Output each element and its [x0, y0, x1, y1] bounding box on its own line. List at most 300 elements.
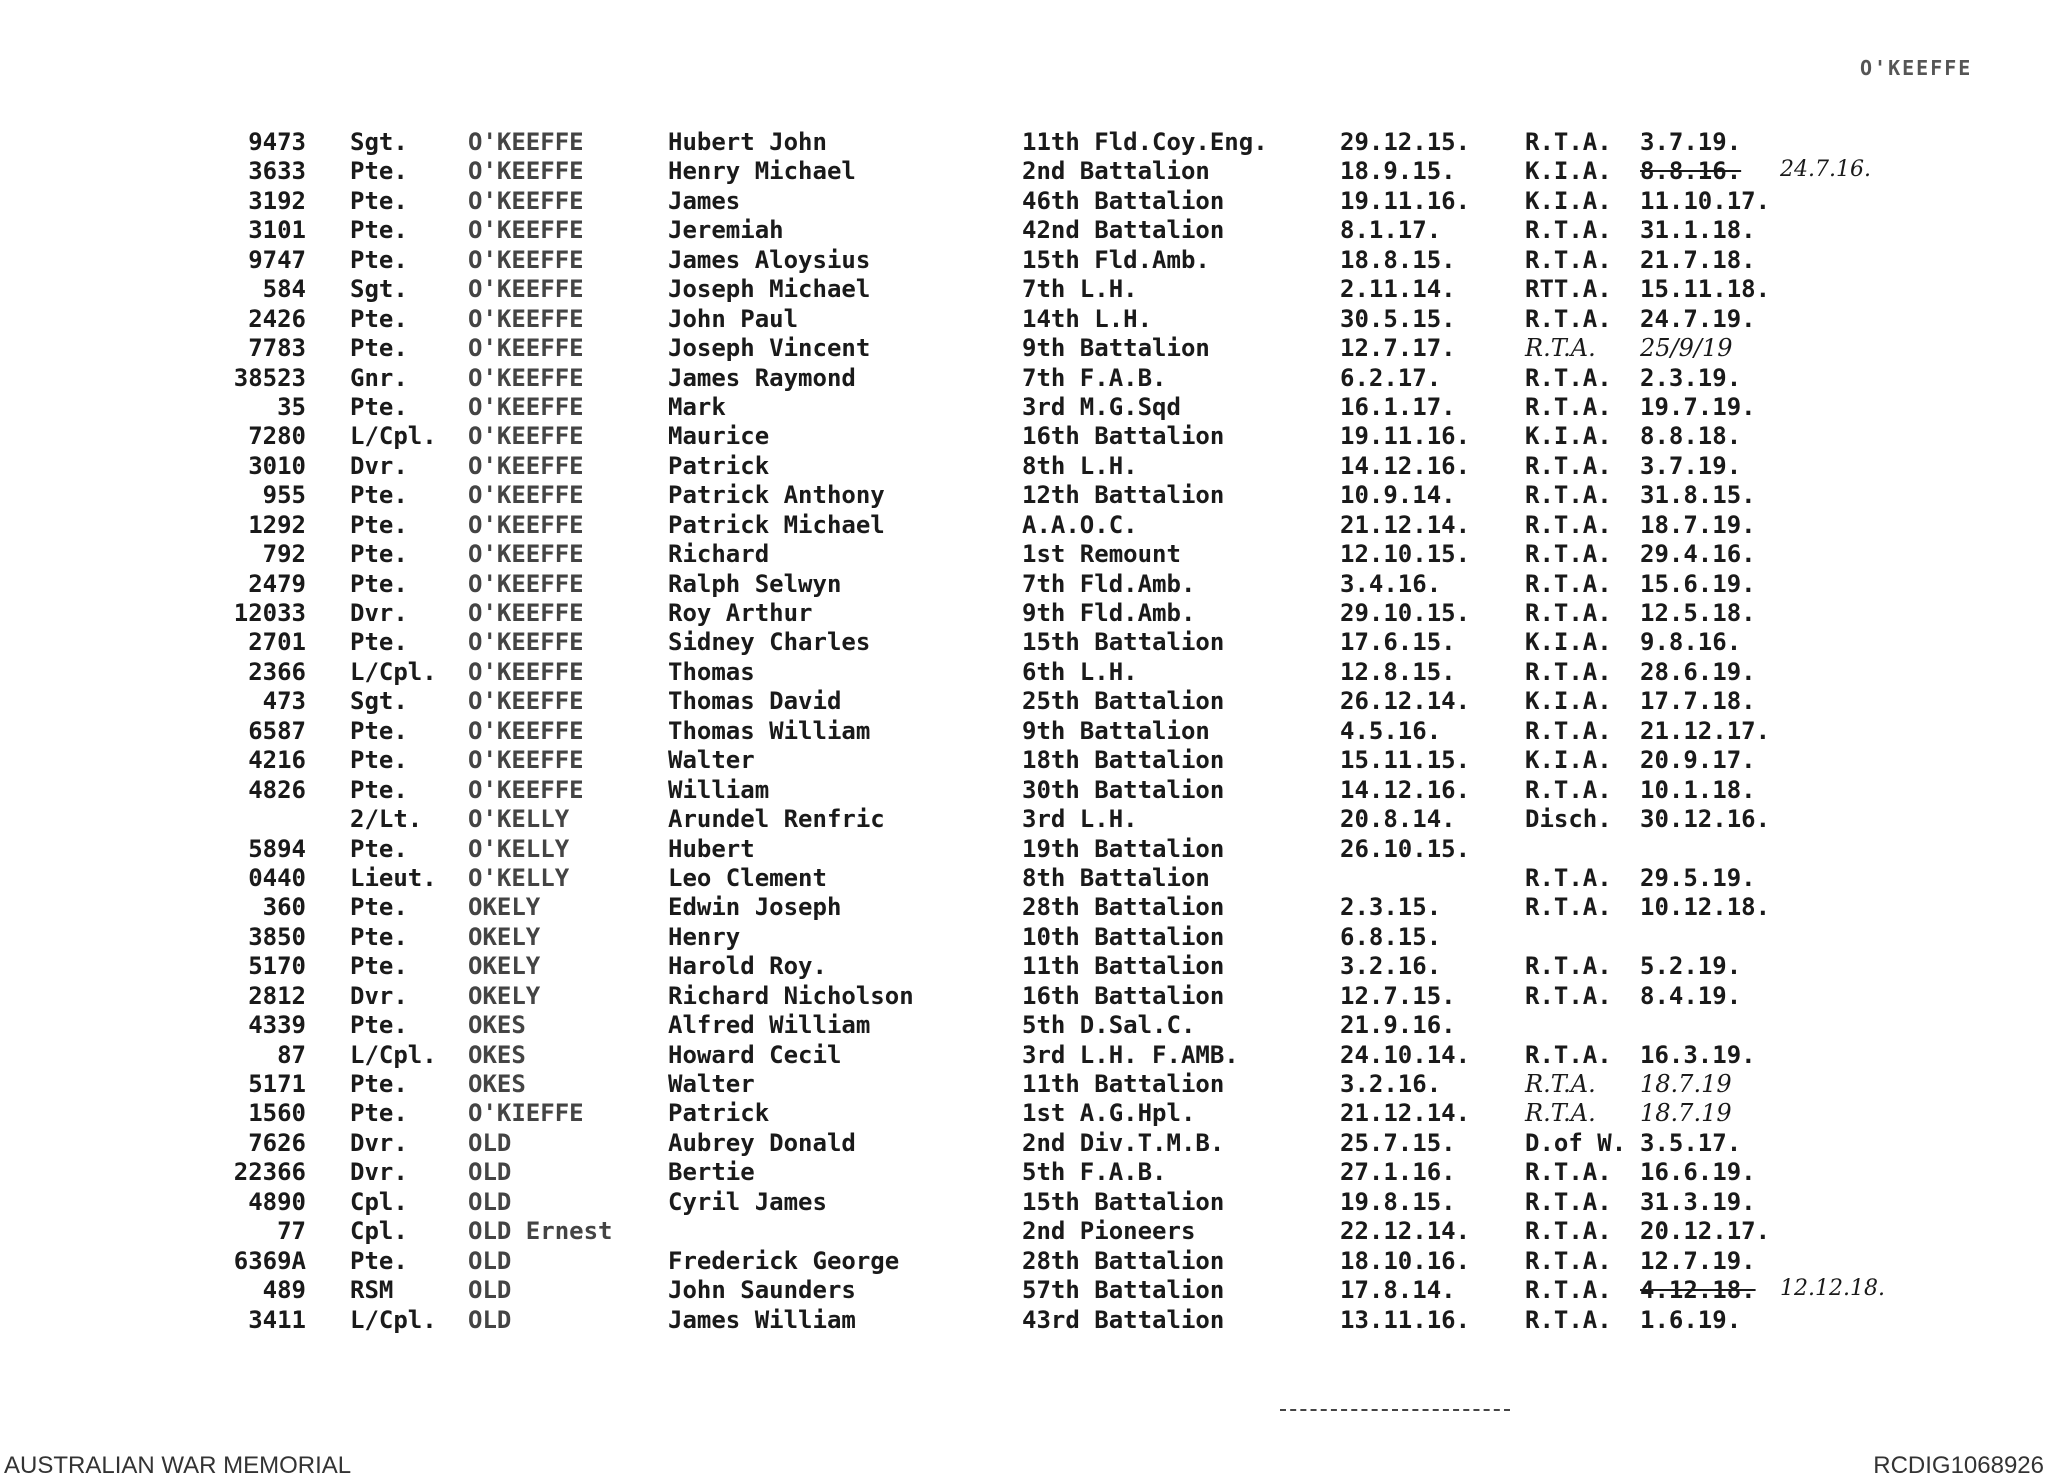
surname: OKES	[468, 1011, 526, 1040]
rank: Cpl.	[350, 1187, 408, 1216]
surname: OLD Ernest	[468, 1217, 613, 1246]
unit: 14th L.H.	[1022, 304, 1153, 333]
roll-row	[200, 1247, 1980, 1276]
rank: L/Cpl.	[350, 657, 437, 686]
fate-date: 3.7.19.	[1640, 128, 1742, 156]
roll-row	[200, 157, 1980, 186]
surname: O'KEEFFE	[468, 716, 584, 745]
divider-line	[1280, 1409, 1510, 1411]
roll-row	[200, 422, 1980, 451]
rank: Pte.	[350, 1011, 408, 1040]
fate: R.T.A.	[1525, 1305, 1612, 1334]
fate: R.T.A.	[1525, 128, 1612, 156]
surname: O'KEEFFE	[468, 245, 584, 274]
roll-row	[200, 246, 1980, 275]
unit: 57th Battalion	[1022, 1276, 1225, 1305]
service-number: 4890	[248, 1187, 306, 1216]
unit: 6th L.H.	[1022, 657, 1138, 686]
fate: R.T.A.	[1525, 540, 1612, 569]
enlistment-date: 21.12.14.	[1340, 510, 1471, 539]
enlistment-date: 10.9.14.	[1340, 481, 1456, 510]
rank: Dvr.	[350, 1128, 408, 1157]
fate-date: 17.7.18.	[1640, 687, 1756, 716]
fate-date: 16.3.19.	[1640, 1040, 1756, 1069]
unit: 7th Fld.Amb.	[1022, 569, 1196, 598]
fate-date: 28.6.19.	[1640, 657, 1756, 686]
enlistment-date: 12.10.15.	[1340, 540, 1471, 569]
given-names: Jeremiah	[668, 216, 784, 245]
service-number: 7626	[248, 1128, 306, 1157]
service-number: 7783	[248, 334, 306, 363]
surname: O'KEEFFE	[468, 186, 584, 215]
rank: Sgt.	[350, 275, 408, 304]
roll-row	[200, 923, 1980, 952]
enlistment-date: 16.1.17.	[1340, 392, 1456, 421]
unit: 46th Battalion	[1022, 186, 1225, 215]
unit: 3rd L.H.	[1022, 805, 1138, 834]
service-number: 5171	[248, 1070, 306, 1098]
surname: OLD	[468, 1276, 512, 1305]
unit: 28th Battalion	[1022, 1246, 1225, 1275]
surname: OLD	[468, 1187, 512, 1216]
fate: R.T.A.	[1525, 1276, 1612, 1305]
surname: O'KEEFFE	[468, 216, 584, 245]
nominal-roll	[200, 128, 1980, 1335]
service-number: 584	[262, 275, 306, 304]
surname: O'KELLY	[468, 805, 570, 834]
surname: O'KEEFFE	[468, 275, 584, 304]
fate-date: 31.1.18.	[1640, 216, 1756, 245]
fate: R.T.A.	[1525, 392, 1612, 421]
rank: Pte.	[350, 1070, 408, 1098]
service-number: 7280	[248, 422, 306, 451]
given-names: Sidney Charles	[668, 628, 871, 657]
service-number: 3850	[248, 922, 306, 951]
enlistment-date: 24.10.14.	[1340, 1040, 1471, 1069]
given-names: Walter	[668, 1070, 755, 1098]
fate-date: 8.4.19.	[1640, 981, 1742, 1010]
rank: Pte.	[350, 952, 408, 981]
surname: O'KEEFFE	[468, 392, 584, 421]
enlistment-date: 3.2.16.	[1340, 952, 1442, 981]
surname: O'KEEFFE	[468, 540, 584, 569]
roll-row	[200, 128, 1980, 157]
given-names: Thomas William	[668, 716, 871, 745]
fate-date: 29.5.19.	[1640, 863, 1756, 892]
rank: Cpl.	[350, 1217, 408, 1246]
enlistment-date: 21.9.16.	[1340, 1011, 1456, 1040]
enlistment-date: 19.8.15.	[1340, 1187, 1456, 1216]
fate: K.I.A.	[1525, 186, 1612, 215]
fate: R.T.A.	[1525, 893, 1612, 922]
surname: OLD	[468, 1246, 512, 1275]
enlistment-date: 13.11.16.	[1340, 1305, 1471, 1334]
service-number: 12033	[233, 599, 306, 627]
service-number: 22366	[233, 1158, 306, 1187]
surname: O'KEEFFE	[468, 157, 584, 186]
roll-row	[200, 864, 1980, 893]
service-number: 1292	[248, 510, 306, 539]
given-names: Ralph Selwyn	[668, 569, 842, 598]
given-names: John Paul	[668, 304, 799, 333]
roll-row	[200, 275, 1980, 304]
surname: OLD	[468, 1128, 512, 1157]
roll-row	[200, 1217, 1980, 1246]
service-number: 489	[262, 1276, 306, 1305]
enlistment-date: 17.8.14.	[1340, 1276, 1456, 1305]
fate-date: 12.7.19.	[1640, 1246, 1756, 1275]
fate-date: 1.6.19.	[1640, 1305, 1742, 1334]
service-number: 77	[277, 1217, 306, 1246]
surname: OKES	[468, 1070, 526, 1098]
roll-row	[200, 540, 1980, 569]
rank: Sgt.	[350, 128, 408, 156]
roll-row	[200, 452, 1980, 481]
enlistment-date: 8.1.17.	[1340, 216, 1442, 245]
service-number: 792	[262, 540, 306, 569]
fate: R.T.A.	[1525, 304, 1612, 333]
surname: O'KEEFFE	[468, 510, 584, 539]
unit: 16th Battalion	[1022, 981, 1225, 1010]
fate-date: 24.7.19.	[1640, 304, 1756, 333]
enlistment-date: 26.12.14.	[1340, 687, 1471, 716]
rank: Pte.	[350, 746, 408, 775]
rank: Pte.	[350, 628, 408, 657]
rank: Dvr.	[350, 981, 408, 1010]
unit: 7th F.A.B.	[1022, 363, 1167, 392]
fate: R.T.A.	[1525, 569, 1612, 598]
rank: Dvr.	[350, 599, 408, 627]
enlistment-date: 12.7.17.	[1340, 334, 1456, 363]
fate: R.T.A.	[1525, 775, 1612, 804]
fate-date: 31.3.19.	[1640, 1187, 1756, 1216]
roll-row	[200, 982, 1980, 1011]
fate-date: 16.6.19.	[1640, 1158, 1756, 1187]
unit: 11th Battalion	[1022, 952, 1225, 981]
rank: Pte.	[350, 157, 408, 186]
given-names: Cyril James	[668, 1187, 827, 1216]
roll-row	[200, 1188, 1980, 1217]
given-names: Patrick	[668, 1099, 770, 1128]
surname: O'KEEFFE	[468, 657, 584, 686]
rank: Pte.	[350, 569, 408, 598]
given-names: Patrick Anthony	[668, 481, 885, 510]
fate-date: 10.1.18.	[1640, 775, 1756, 804]
surname-tag: O'KEEFFE	[1860, 56, 1973, 80]
surname: O'KEEFFE	[468, 746, 584, 775]
rank: Pte.	[350, 834, 408, 863]
service-number: 2366	[248, 657, 306, 686]
footer-institution: AUSTRALIAN WAR MEMORIAL	[4, 1452, 352, 1479]
unit: 5th D.Sal.C.	[1022, 1011, 1196, 1040]
surname: O'KEEFFE	[468, 422, 584, 451]
enlistment-date: 29.10.15.	[1340, 599, 1471, 627]
surname: O'KEEFFE	[468, 628, 584, 657]
rank: Pte.	[350, 392, 408, 421]
rank: Pte.	[350, 304, 408, 333]
service-number: 2701	[248, 628, 306, 657]
unit: 10th Battalion	[1022, 922, 1225, 951]
roll-row	[200, 805, 1980, 834]
rank: Pte.	[350, 481, 408, 510]
service-number: 6587	[248, 716, 306, 745]
service-number: 955	[262, 481, 306, 510]
fate-date: 3.5.17.	[1640, 1128, 1742, 1157]
given-names: Richard	[668, 540, 770, 569]
service-number: 3192	[248, 186, 306, 215]
roll-row	[200, 1306, 1980, 1335]
given-names: James Raymond	[668, 363, 856, 392]
service-number: 2812	[248, 981, 306, 1010]
rank: Gnr.	[350, 363, 408, 392]
given-names: Thomas	[668, 657, 755, 686]
enlistment-date: 6.8.15.	[1340, 922, 1442, 951]
fate: R.T.A.	[1525, 716, 1612, 745]
unit: 2nd Pioneers	[1022, 1217, 1196, 1246]
unit: 1st A.G.Hpl.	[1022, 1099, 1196, 1128]
roll-row	[200, 687, 1980, 716]
service-number: 4826	[248, 775, 306, 804]
surname: OKES	[468, 1040, 526, 1069]
service-number: 3633	[248, 157, 306, 186]
roll-row	[200, 1276, 1980, 1305]
surname: OKELY	[468, 922, 541, 951]
unit: 25th Battalion	[1022, 687, 1225, 716]
rank: Pte.	[350, 334, 408, 363]
surname: O'KELLY	[468, 834, 570, 863]
unit: 28th Battalion	[1022, 893, 1225, 922]
given-names: Maurice	[668, 422, 770, 451]
given-names: Walter	[668, 746, 755, 775]
rank: Pte.	[350, 922, 408, 951]
roll-row	[200, 1070, 1980, 1099]
fate-date: 21.7.18.	[1640, 245, 1756, 274]
enlistment-date: 21.12.14.	[1340, 1099, 1471, 1128]
given-names: James	[668, 186, 741, 215]
fate-date: 25/9/19	[1640, 334, 1733, 363]
given-names: John Saunders	[668, 1276, 856, 1305]
fate-date: 3.7.19.	[1640, 451, 1742, 480]
rank: Pte.	[350, 510, 408, 539]
fate: R.T.A.	[1525, 1158, 1612, 1187]
fate-date: 21.12.17.	[1640, 716, 1771, 745]
service-number: 2426	[248, 304, 306, 333]
fate: D.of W.	[1525, 1128, 1627, 1157]
unit: 15th Battalion	[1022, 628, 1225, 657]
given-names: Thomas David	[668, 687, 842, 716]
service-number: 5894	[248, 834, 306, 863]
unit: 9th Battalion	[1022, 716, 1210, 745]
rank: Pte.	[350, 893, 408, 922]
fate: Disch.	[1525, 805, 1612, 834]
unit: 3rd M.G.Sqd	[1022, 392, 1181, 421]
rank: Sgt.	[350, 687, 408, 716]
given-names: Harold Roy.	[668, 952, 827, 981]
enlistment-date: 14.12.16.	[1340, 451, 1471, 480]
enlistment-date: 2.3.15.	[1340, 893, 1442, 922]
enlistment-date: 26.10.15.	[1340, 834, 1471, 863]
rank: Pte.	[350, 540, 408, 569]
surname: OLD	[468, 1158, 512, 1187]
service-number: 360	[262, 893, 306, 922]
enlistment-date: 18.8.15.	[1340, 245, 1456, 274]
unit: 8th L.H.	[1022, 451, 1138, 480]
unit: 15th Battalion	[1022, 1187, 1225, 1216]
rank: Pte.	[350, 216, 408, 245]
unit: 7th L.H.	[1022, 275, 1138, 304]
given-names: Bertie	[668, 1158, 755, 1187]
roll-row	[200, 746, 1980, 775]
surname: OKELY	[468, 893, 541, 922]
fate: R.T.A.	[1525, 216, 1612, 245]
unit: 11th Fld.Coy.Eng.	[1022, 128, 1268, 156]
given-names: Henry	[668, 922, 741, 951]
given-names: Aubrey Donald	[668, 1128, 856, 1157]
given-names: Alfred William	[668, 1011, 871, 1040]
given-names: Frederick George	[668, 1246, 900, 1275]
unit: 5th F.A.B.	[1022, 1158, 1167, 1187]
enlistment-date: 25.7.15.	[1340, 1128, 1456, 1157]
fate: K.I.A.	[1525, 687, 1612, 716]
unit: 2nd Div.T.M.B.	[1022, 1128, 1225, 1157]
given-names: Joseph Vincent	[668, 334, 871, 363]
roll-row	[200, 599, 1980, 628]
given-names: Leo Clement	[668, 863, 827, 892]
roll-row	[200, 1158, 1980, 1187]
roll-row	[200, 1011, 1980, 1040]
fate-date: 18.7.19.	[1640, 510, 1756, 539]
roll-row	[200, 835, 1980, 864]
roll-row	[200, 776, 1980, 805]
roll-row	[200, 334, 1980, 363]
unit: 30th Battalion	[1022, 775, 1225, 804]
service-number: 0440	[248, 863, 306, 892]
unit: 18th Battalion	[1022, 746, 1225, 775]
given-names: Hubert	[668, 834, 755, 863]
fate-date: 18.7.19	[1640, 1070, 1732, 1098]
unit: 12th Battalion	[1022, 481, 1225, 510]
fate-date: 20.9.17.	[1640, 746, 1756, 775]
enlistment-date: 17.6.15.	[1340, 628, 1456, 657]
fate: K.I.A.	[1525, 746, 1612, 775]
fate: R.T.A.	[1525, 657, 1612, 686]
unit: 9th Fld.Amb.	[1022, 599, 1196, 627]
surname: O'KEEFFE	[468, 304, 584, 333]
fate: R.T.A.	[1525, 952, 1612, 981]
fate: RTT.A.	[1525, 275, 1612, 304]
roll-row	[200, 305, 1980, 334]
rank: Pte.	[350, 775, 408, 804]
surname: OLD	[468, 1305, 512, 1334]
unit: 9th Battalion	[1022, 334, 1210, 363]
enlistment-date: 3.2.16.	[1340, 1070, 1442, 1098]
rank: RSM	[350, 1276, 394, 1305]
roll-row	[200, 187, 1980, 216]
fate: R.T.A.	[1525, 1246, 1612, 1275]
given-names: James William	[668, 1305, 856, 1334]
roll-row	[200, 1041, 1980, 1070]
fate: R.T.A.	[1525, 245, 1612, 274]
unit: A.A.O.C.	[1022, 510, 1138, 539]
fate-date: 29.4.16.	[1640, 540, 1756, 569]
fate: R.T.A.	[1525, 451, 1612, 480]
fate-date: 5.2.19.	[1640, 952, 1742, 981]
service-number: 5170	[248, 952, 306, 981]
given-names: William	[668, 775, 770, 804]
handwritten-note: 12.12.18.	[1780, 1276, 1885, 1302]
roll-row	[200, 1129, 1980, 1158]
fate-date: 9.8.16.	[1640, 628, 1742, 657]
unit: 43rd Battalion	[1022, 1305, 1225, 1334]
roll-row	[200, 216, 1980, 245]
fate-date: 18.7.19	[1640, 1099, 1732, 1128]
roll-row	[200, 628, 1980, 657]
rank: Lieut.	[350, 863, 437, 892]
given-names: Henry Michael	[668, 157, 856, 186]
service-number: 9473	[248, 128, 306, 156]
service-number: 9747	[248, 245, 306, 274]
enlistment-date: 20.8.14.	[1340, 805, 1456, 834]
rank: Pte.	[350, 1099, 408, 1128]
fate: R.T.A.	[1525, 599, 1612, 627]
roll-row	[200, 717, 1980, 746]
fate: R.T.A.	[1525, 510, 1612, 539]
fate: K.I.A.	[1525, 157, 1612, 186]
enlistment-date: 19.11.16.	[1340, 186, 1471, 215]
fate: R.T.A.	[1525, 363, 1612, 392]
rank: Dvr.	[350, 1158, 408, 1187]
enlistment-date: 19.11.16.	[1340, 422, 1471, 451]
enlistment-date: 27.1.16.	[1340, 1158, 1456, 1187]
surname: O'KEEFFE	[468, 334, 584, 363]
fate: K.I.A.	[1525, 422, 1612, 451]
service-number: 3411	[248, 1305, 306, 1334]
service-number: 3010	[248, 451, 306, 480]
unit: 15th Fld.Amb.	[1022, 245, 1210, 274]
surname: OKELY	[468, 952, 541, 981]
enlistment-date: 12.8.15.	[1340, 657, 1456, 686]
fate-date: 11.10.17.	[1640, 186, 1771, 215]
fate-date: 2.3.19.	[1640, 363, 1742, 392]
rank: Pte.	[350, 186, 408, 215]
given-names: Mark	[668, 392, 726, 421]
handwritten-note: 24.7.16.	[1780, 157, 1871, 183]
given-names: Howard Cecil	[668, 1040, 842, 1069]
roll-row	[200, 893, 1980, 922]
fate-date: 20.12.17.	[1640, 1217, 1771, 1246]
roll-row	[200, 952, 1980, 981]
rank: Dvr.	[350, 451, 408, 480]
surname: O'KELLY	[468, 863, 570, 892]
given-names: Patrick Michael	[668, 510, 885, 539]
roll-row	[200, 481, 1980, 510]
enlistment-date: 3.4.16.	[1340, 569, 1442, 598]
fate: R.T.A.	[1525, 863, 1612, 892]
fate: R.T.A.	[1525, 1217, 1612, 1246]
roll-row	[200, 658, 1980, 687]
enlistment-date: 14.12.16.	[1340, 775, 1471, 804]
fate-date: 30.12.16.	[1640, 805, 1771, 834]
surname: O'KEEFFE	[468, 481, 584, 510]
roll-row	[200, 1099, 1980, 1128]
fate: R.T.A.	[1525, 1040, 1612, 1069]
roll-row	[200, 511, 1980, 540]
roll-row	[200, 570, 1980, 599]
service-number: 4216	[248, 746, 306, 775]
service-number: 6369A	[233, 1246, 306, 1275]
fate: R.T.A.	[1525, 981, 1612, 1010]
rank: 2/Lt.	[350, 805, 423, 834]
